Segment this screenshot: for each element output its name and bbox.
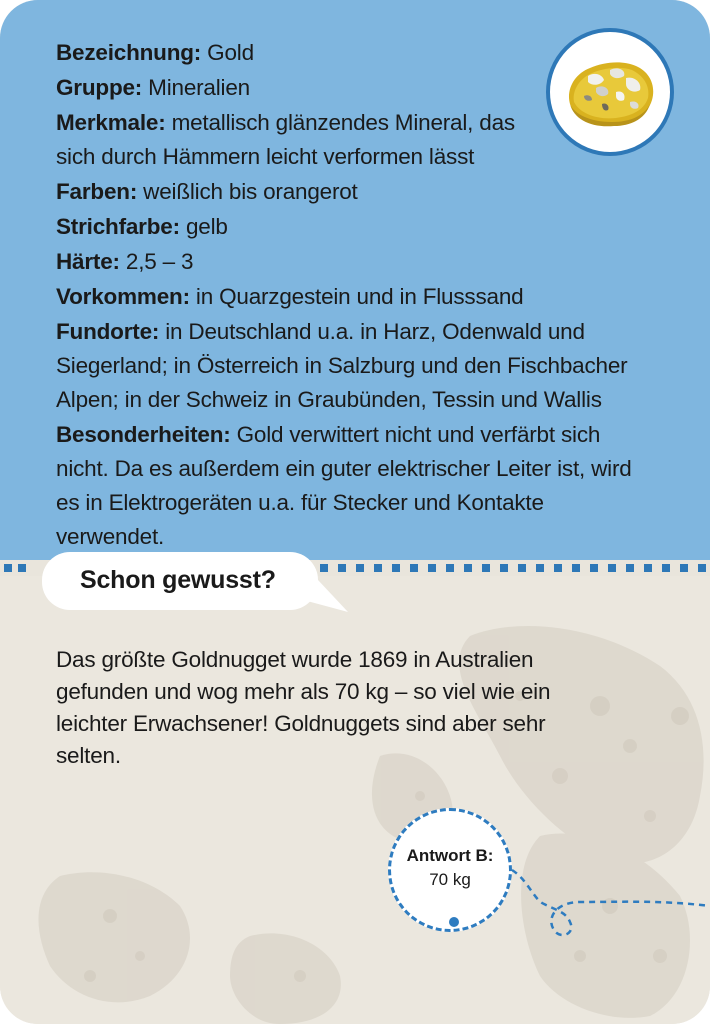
field-value: Gold bbox=[201, 40, 254, 65]
field-label: Farben: bbox=[56, 179, 138, 204]
field-label: Vorkommen: bbox=[56, 284, 190, 309]
field-value: 2,5 – 3 bbox=[119, 249, 194, 274]
field-value: weißlich bis orangerot bbox=[137, 179, 358, 204]
field-label: Bezeichnung: bbox=[56, 40, 202, 65]
did-you-know-title: Schon gewusst? bbox=[80, 566, 276, 594]
field-value: in Deutschland u.a. in Harz, Odenwald und Siegerland; in Österreich in Salzburg und den Fischbacher Alpen; in der Schweiz in Graubünden, Tessin und Wallis bbox=[56, 319, 628, 412]
field-value: metallisch glänzendes Mineral, das sich durch Hämmern leicht verformen lässt bbox=[56, 110, 515, 169]
field-label: Härte: bbox=[56, 249, 120, 274]
field-label: Gruppe: bbox=[56, 75, 143, 100]
field-label: Merkmale: bbox=[56, 110, 166, 135]
answer-label: Antwort B: bbox=[406, 846, 494, 865]
field-value: Mineralien bbox=[142, 75, 250, 100]
field-label: Fundorte: bbox=[56, 319, 160, 344]
field-label: Strichfarbe: bbox=[56, 214, 180, 239]
field-label: Besonderheiten: bbox=[56, 422, 231, 447]
field-value: in Quarzgestein und in Flusssand bbox=[189, 284, 524, 309]
fact-text: Das größte Goldnugget wurde 1869 in Australien gefunden und wog mehr als 70 kg – so viel wie ein leichter Erwachsener! Goldnuggets sind aber sehr selten. bbox=[56, 647, 551, 768]
field-value: Gold verwittert nicht und verfärbt sich nicht. Da es außerdem ein guter elektrischer Leiter ist, wird es in Elektrogeräten u.a. für Stecker und Kontakte verwendet. bbox=[56, 422, 632, 549]
answer-value: 70 kg bbox=[429, 870, 471, 889]
field-value: gelb bbox=[179, 214, 228, 239]
